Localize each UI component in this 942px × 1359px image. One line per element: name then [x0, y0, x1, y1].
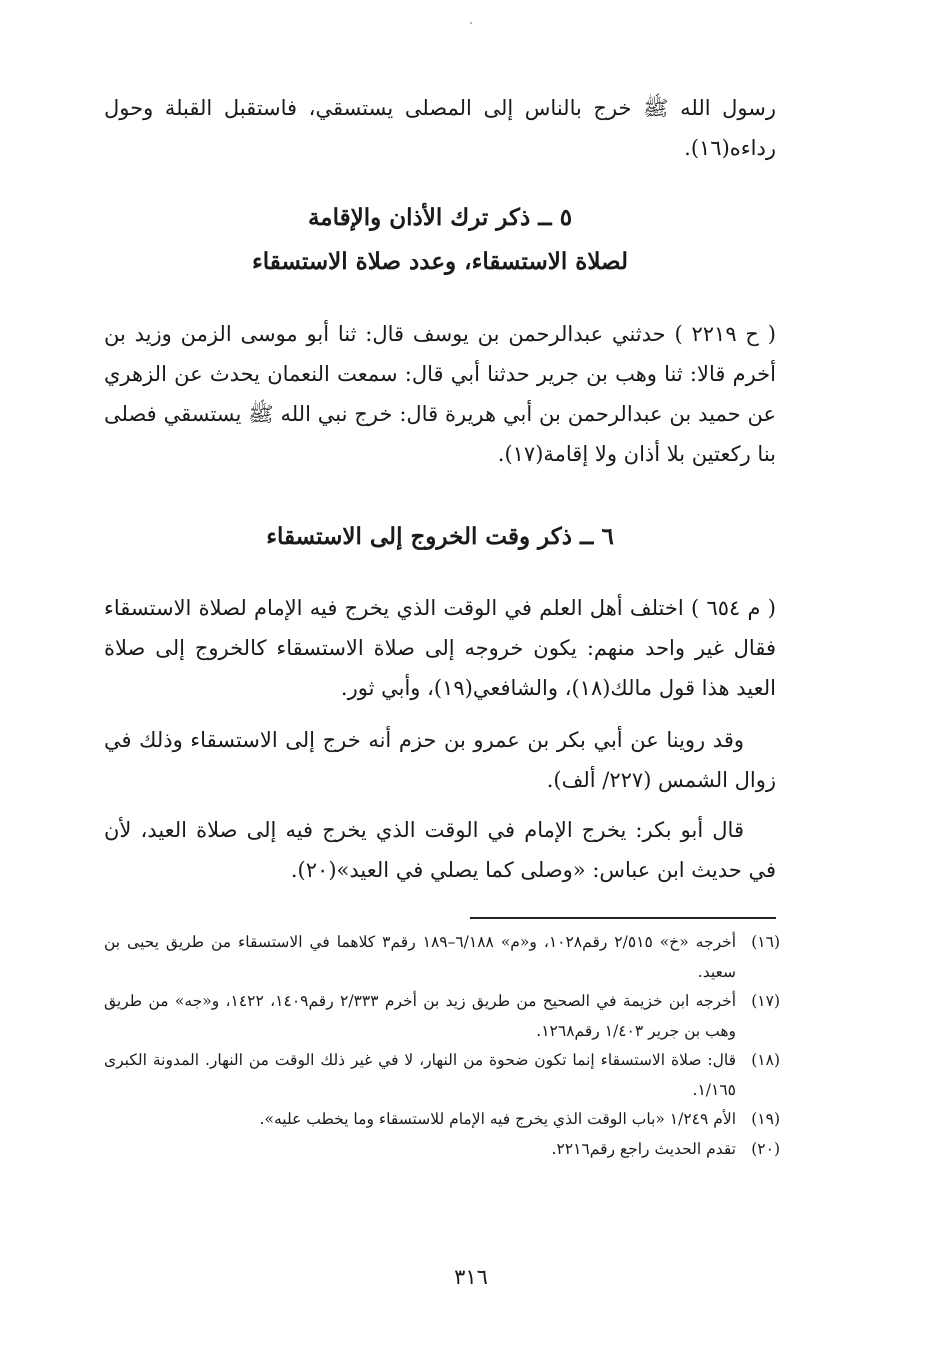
scan-speck [470, 22, 472, 24]
section-6-heading-text: ٦ ــ ذكر وقت الخروج إلى الاستسقاء [266, 523, 614, 550]
footnote-separator [470, 917, 776, 919]
top-paragraph [104, 88, 776, 168]
section-5-paragraph [104, 314, 776, 474]
footnote [104, 1105, 780, 1135]
section-6-paragraph-2 [104, 720, 776, 800]
footnote-number: (١٩) [751, 1110, 780, 1128]
section-5-heading-line2: لصلاة الاستسقاء، وعدد صلاة الاستسقاء [251, 248, 629, 275]
abu-bakr-hazm-text: وقد روينا عن أبي بكر بن عمرو بن حزم أنه خرج إلى الاستسقاء وذلك في زوال الشمس (٢٢٧/ ألف). [104, 728, 776, 792]
abu-bakr-opinion-text: قال أبو بكر: يخرج الإمام في الوقت الذي يخرج فيه إلى صلاة العيد، لأن في حديث ابن عباس: «وصلى كما يصلي في العيد»(٢٠). [104, 818, 776, 882]
section-5-heading-line1: ٥ ــ ذكر ترك الأذان والإقامة [307, 204, 573, 231]
page-number: ٣١٦ [454, 1265, 488, 1289]
footnote-number: (١٨) [751, 1051, 780, 1069]
masala-654-text: ( م ٦٥٤ ) اختلف أهل العلم في الوقت الذي يخرج فيه الإمام لصلاة الاستسقاء فقال غير واحد منهم: يكون خروجه إلى صلاة الاستسقاء كالخروج إلى صلاة العيد هذا قول مالك(١٨)، والشافعي(١٩)، وأبي ثور. [104, 596, 777, 700]
section-5-heading [104, 196, 776, 284]
section-6-paragraph-3 [104, 810, 776, 890]
footnote-text: أخرجه ابن خزيمة في الصحيح من طريق زيد بن أخرم ٢/٣٣٣ رقم١٤٠٩، ١٤٢٢، و«جه» من طريق وهب بن جرير ١/٤٠٣ رقم١٢٦٨. [104, 992, 736, 1040]
footnote-number: (١٦) [751, 933, 780, 951]
footnote-text: تقدم الحديث راجع رقم٢٢١٦. [551, 1139, 736, 1158]
footnote [104, 1046, 780, 1105]
footnote-text: أخرجه «خ» ٢/٥١٥ رقم١٠٢٨، و«م» ٦/١٨٨–١٨٩ رقم٣ كلاهما في الاستسقاء من طريق يحيى بن سعيد. [104, 933, 737, 981]
footnote-text: الأم ١/٢٤٩ «باب الوقت الذي يخرج فيه الإمام للاستسقاء وما يخطب عليه». [259, 1110, 736, 1128]
hadith-2219-text: ( ح ٢٢١٩ ) حدثني عبدالرحمن بن يوسف قال: ثنا أبو موسى الزمن وزيد بن أخرم قالا: ثنا وهب بن جرير حدثنا أبي قال: سمعت النعمان يحدث عن الزهري عن حميد بن عبدالرحمن بن أبي هريرة قال: خرج نبي الله ﷺ يستسقي فصلى بنا ركعتين بلا أذان ولا إقامة(١٧). [104, 322, 776, 466]
footnote [104, 987, 780, 1046]
footnote [104, 928, 780, 987]
footnote [104, 1135, 780, 1165]
footnotes [104, 928, 780, 1164]
footnote-number: (٢٠) [751, 1139, 780, 1158]
footnote-number: (١٧) [751, 992, 780, 1010]
footnote-text: قال: صلاة الاستسقاء إنما تكون ضحوة من النهار، لا في غير ذلك الوقت من النهار. المدونة الكبرى ١/١٦٥. [104, 1051, 736, 1099]
section-6-paragraph-1 [104, 588, 776, 708]
top-paragraph-text: رسول الله ﷺ خرج بالناس إلى المصلى يستسقي، فاستقبل القبلة وحول رداءه(١٦). [104, 96, 776, 160]
section-6-heading [104, 515, 776, 559]
